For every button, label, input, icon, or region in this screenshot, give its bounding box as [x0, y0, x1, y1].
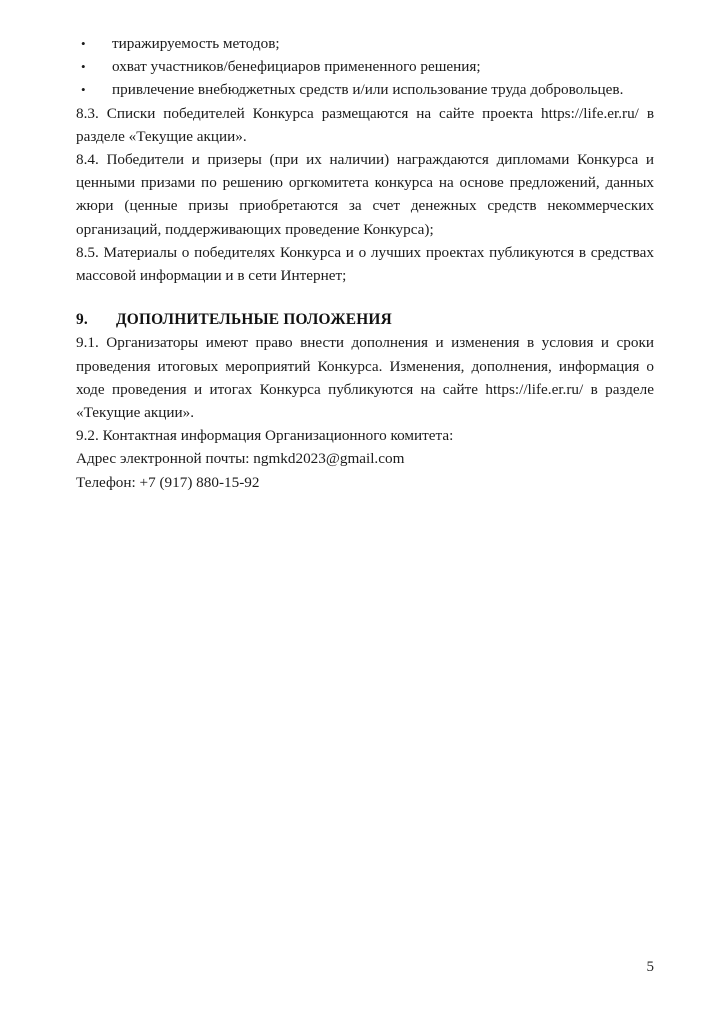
bullet-point-icon: •: [81, 59, 86, 75]
section-9-title: ДОПОЛНИТЕЛЬНЫЕ ПОЛОЖЕНИЯ: [116, 311, 392, 329]
contact-email-line: Адрес электронной почты: ngmkd2023@gmail.com: [76, 450, 405, 468]
clause-8-4-paragraph: 8.4. Победители и призеры (при их наличии) награждаются дипломами Конкурса и ценными призами по решению оргкомитета конкурса на основе предложений, данных жюри (ценные призы приобретаются за счет денежных средств некоммерческих организаций, поддерживающих проведение Конкурса);: [76, 151, 654, 238]
clause-8-3-paragraph: 8.3. Списки победителей Конкурса размещаются на сайте проекта https://life.er.ru/ в разделе «Текущие акции».: [76, 104, 654, 145]
list-item: [76, 32, 654, 55]
bullet-point-icon: •: [81, 36, 86, 51]
section-9-heading: [76, 308, 654, 331]
list-item-text: привлечение внебюджетных средств и/или использование труда добровольцев.: [112, 81, 624, 99]
list-item: [76, 78, 654, 101]
clause-9-1-paragraph: 9.1. Организаторы имеют право внести дополнения и изменения в условия и сроки проведения итоговых мероприятий Конкурса. Изменения, дополнения, информация о ходе проведения и итогах Конкурса публикуются на сайте https://life.er.ru/ в разделе «Текущие акции».: [76, 334, 654, 422]
heading-spacer: [76, 287, 654, 308]
criteria-bullet-list: [76, 32, 654, 102]
page-content: [76, 32, 654, 494]
bullet-point-icon: •: [81, 82, 86, 98]
section-9-number: 9.: [76, 311, 88, 329]
list-item: [76, 55, 654, 78]
page-number: 5: [646, 959, 654, 975]
clause-8-5-paragraph: 8.5. Материалы о победителях Конкурса и о лучших проектах публикуются в средствах массовой информации и в сети Интернет;: [76, 243, 654, 285]
list-item-text: тиражируемость методов;: [112, 35, 280, 52]
list-item-text: охват участников/бенефициаров примененного решения;: [112, 58, 481, 76]
contact-phone-line: Телефон: +7 (917) 880-15-92: [76, 473, 260, 491]
clause-9-2-paragraph: 9.2. Контактная информация Организационного комитета:: [76, 427, 454, 445]
